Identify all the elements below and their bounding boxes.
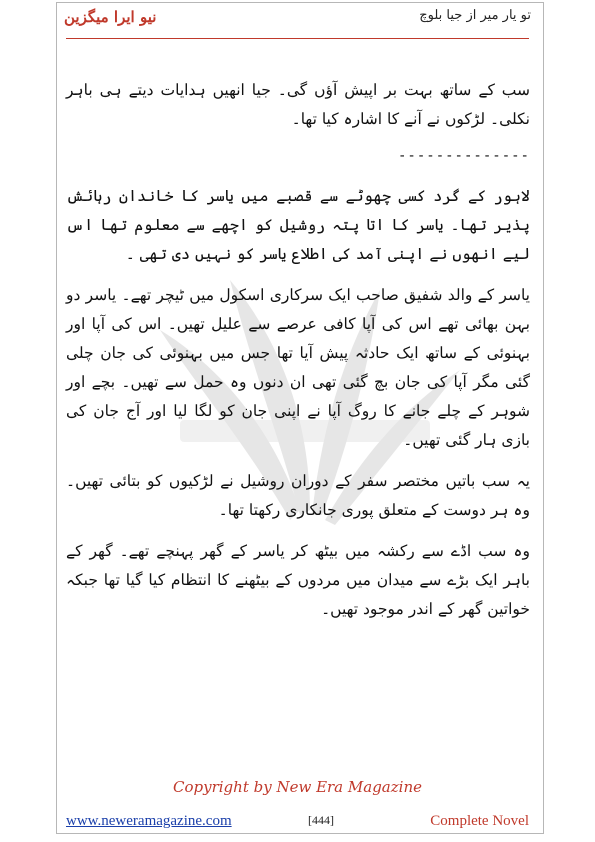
paragraph: سب کے ساتھ بہت بر اپیش آؤں گی۔ جیا انھیں ہدایات دیتے ہی باہر نکلی۔ لڑکوں نے آنے کا اشارہ کیا تھا۔ <box>66 81 530 128</box>
paragraph: وہ سب اڈے سے رکشہ میں بیٹھ کر یاسر کے گھر پہنچے تھے۔ گھر کے باہر ایک بڑے سے میدان میں مردوں کے بیٹھنے کا انتظام کیا گیا تھا جبکہ خواتین گھر کے اندر موجود تھیں۔ <box>66 542 530 618</box>
page-header <box>64 8 531 32</box>
copyright-notice: Copyright by New Era Magazine <box>173 778 422 796</box>
paragraph: یہ سب باتیں مختصر سفر کے دوران روشیل نے لڑکیوں کو بتائی تھیں۔ وہ ہر دوست کے متعلق پوری جانکاری رکھتا تھا۔ <box>66 472 530 519</box>
article-body <box>66 76 530 636</box>
page-footer <box>66 813 529 833</box>
paragraph: لاہور کے گرد کسی چھوٹے سے قصبے میں یاسر کا خاندان رہائش پذیر تھا۔ یاسر کا اتا پتہ روشیل کو اچھے سے معلوم تھا اس لیے انھوں نے اپنی آمد کی اطلاع یاسر کو نہیں دی تھی ۔ <box>66 187 530 263</box>
magazine-name: نیو ایرا میگزین <box>64 8 157 26</box>
website-link[interactable]: www.neweramagazine.com <box>66 813 232 829</box>
section-separator: -------------- <box>397 148 530 164</box>
novel-category: Complete Novel <box>430 813 529 829</box>
header-divider <box>66 38 529 39</box>
page-number: [444] <box>308 813 334 827</box>
paragraph: یاسر کے والد شفیق صاحب ایک سرکاری اسکول میں ٹیچر تھے۔ یاسر دو بہن بھائی تھے اس کی آپا کافی عرصے سے علیل تھیں۔ اس کی آپا اور بہنوئی کے ساتھ ایک حادثہ پیش آیا تھا جس میں بہنوئی کی جان چلی گئی مگر آپا کی جان بچ گئی تھی ان دنوں وہ حمل سے تھیں۔ بچے اور شوہر کے چلے جانے کا روگ آپا نے اپنی جان کو لگا لیا اور آج جان کی بازی ہار گئی تھیں۔ <box>66 286 530 449</box>
author-title: تو یار میر از جیا بلوچ <box>419 8 531 23</box>
